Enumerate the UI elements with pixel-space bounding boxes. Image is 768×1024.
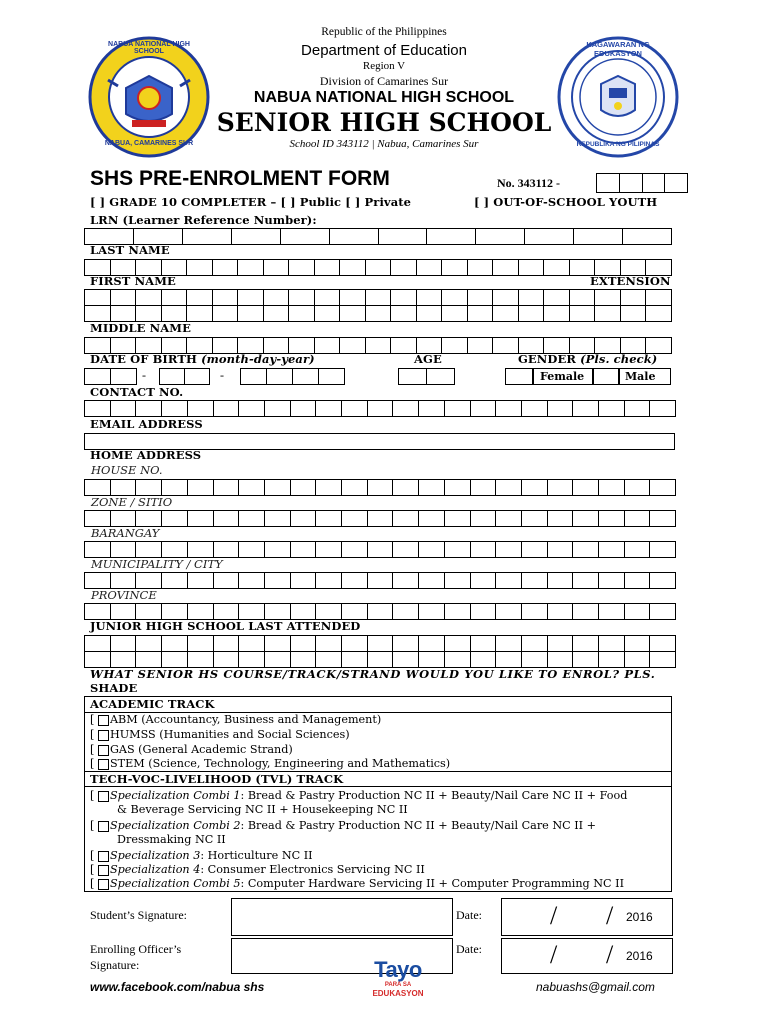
track-gas[interactable] bbox=[90, 743, 293, 756]
date-slash-4: / bbox=[606, 940, 614, 969]
track-tvl-1[interactable] bbox=[90, 789, 627, 802]
officer-signature-line1: Enrolling Officer’s bbox=[90, 942, 182, 956]
tvl-2-label: Specialization Combi 2 bbox=[109, 819, 241, 832]
senior-high-title: SENIOR HIGH SCHOOL bbox=[216, 108, 552, 137]
house-no-boxes[interactable] bbox=[84, 479, 676, 496]
checkbox-tvl-5[interactable] bbox=[98, 879, 109, 890]
dob-label-text: DATE OF BIRTH bbox=[90, 352, 197, 366]
student-date-label: Date: bbox=[456, 908, 482, 922]
first-name-boxes-1[interactable] bbox=[84, 289, 672, 306]
officer-signature-line2: Signature: bbox=[90, 958, 140, 972]
male-label: Male bbox=[625, 370, 656, 383]
barangay-boxes[interactable] bbox=[84, 541, 676, 558]
bracket: [ bbox=[90, 819, 95, 832]
checkbox-tvl-2[interactable] bbox=[98, 821, 109, 832]
female-label: Female bbox=[540, 370, 585, 383]
seal-bottom-text: NABUA, CAMARINES SUR bbox=[104, 140, 194, 147]
date-year: 2016 bbox=[626, 910, 653, 924]
bracket: [ bbox=[90, 757, 95, 770]
lrn-boxes[interactable] bbox=[84, 228, 672, 245]
bracket: [ bbox=[90, 849, 95, 862]
tvl-4-text: : Consumer Electronics Servicing NC II bbox=[200, 863, 425, 876]
tvl-3-text: : Horticulture NC II bbox=[200, 849, 313, 862]
track-abm[interactable] bbox=[90, 713, 381, 726]
barangay-label: BARANGAY bbox=[91, 526, 160, 540]
officer-signature-label bbox=[90, 941, 181, 973]
header-region: Region V bbox=[362, 60, 406, 72]
track-tvl-4[interactable] bbox=[90, 863, 425, 876]
dob-dash-1: - bbox=[142, 368, 146, 382]
age-label: AGE bbox=[414, 352, 442, 366]
tvl-5-label: Specialization Combi 5 bbox=[109, 877, 241, 890]
track-tvl-3[interactable] bbox=[90, 849, 313, 862]
zone-label: ZONE / SITIO bbox=[91, 495, 173, 509]
jhs-boxes-2[interactable] bbox=[84, 651, 676, 668]
facebook-link[interactable]: www.facebook.com/nabua shs bbox=[90, 980, 265, 994]
last-name-label: LAST NAME bbox=[90, 243, 170, 257]
grade10-option[interactable]: [ ] GRADE 10 COMPLETER – [ ] Public [ ] Private bbox=[90, 195, 412, 209]
bracket: [ bbox=[90, 863, 95, 876]
tvl-2-cont: Dressmaking NC II bbox=[117, 833, 226, 846]
tayo-logo-sub2: EDUKASYON bbox=[372, 989, 424, 998]
checkbox-humss[interactable] bbox=[98, 730, 109, 741]
tayo-logo-sub1: PARA SA bbox=[384, 982, 412, 988]
first-name-boxes-2[interactable] bbox=[84, 305, 672, 322]
province-label: PROVINCE bbox=[91, 588, 157, 602]
form-number-label: No. 343112 - bbox=[497, 176, 560, 190]
dob-dash-2: - bbox=[220, 368, 224, 382]
header-division: Division of Camarines Sur bbox=[319, 74, 449, 88]
age-boxes[interactable] bbox=[398, 368, 455, 385]
jhs-boxes-1[interactable] bbox=[84, 635, 676, 652]
province-boxes[interactable] bbox=[84, 603, 676, 620]
officer-date-label: Date: bbox=[456, 942, 482, 956]
checkbox-tvl-4[interactable] bbox=[98, 865, 109, 876]
dob-hint: (month-day-year) bbox=[201, 352, 315, 366]
extension-label: EXTENSION bbox=[590, 274, 671, 288]
gas-label: GAS (General Academic Strand) bbox=[109, 743, 293, 756]
tracks-divider-3 bbox=[84, 786, 672, 787]
header-republic: Republic of the Philippines bbox=[321, 26, 447, 38]
school-id: School ID 343112 | Nabua, Camarines Sur bbox=[289, 138, 479, 150]
contact-boxes[interactable] bbox=[84, 400, 676, 417]
male-checkbox[interactable] bbox=[593, 368, 619, 385]
footer-email[interactable]: nabuashs@gmail.com bbox=[536, 980, 655, 994]
tvl-2-text: : Bread & Pastry Production NC II + Beauty/Nail Care NC II + bbox=[240, 819, 597, 832]
student-signature-label: Student’s Signature: bbox=[90, 908, 187, 922]
abm-label: ABM (Accountancy, Business and Management) bbox=[109, 713, 382, 726]
officer-date-field[interactable] bbox=[501, 938, 673, 974]
home-address-label: HOME ADDRESS bbox=[90, 448, 202, 462]
dob-month-boxes[interactable] bbox=[84, 368, 137, 385]
header-deped: Department of Education bbox=[301, 42, 467, 59]
track-tvl-2[interactable] bbox=[90, 819, 596, 832]
bracket: [ bbox=[90, 789, 95, 802]
house-no-label: HOUSE NO. bbox=[91, 463, 163, 477]
dob-year-boxes[interactable] bbox=[240, 368, 345, 385]
tvl-track-title: TECH-VOC-LIVELIHOOD (TVL) TRACK bbox=[90, 772, 344, 786]
tvl-1-cont: & Beverage Servicing NC II + Housekeeping NC II bbox=[117, 803, 408, 816]
tvl-4-label: Specialization 4 bbox=[109, 863, 201, 876]
female-option[interactable] bbox=[533, 368, 593, 385]
zone-boxes[interactable] bbox=[84, 510, 676, 527]
checkbox-stem[interactable] bbox=[98, 759, 109, 770]
stem-label: STEM (Science, Technology, Engineering and Mathematics) bbox=[109, 757, 451, 770]
tvl-1-label: Specialization Combi 1 bbox=[109, 789, 241, 802]
deped-seal-top: KAGAWARAN NG EDUKASYON bbox=[586, 40, 650, 58]
municipality-boxes[interactable] bbox=[84, 572, 676, 589]
seal-top-text: NABUA NATIONAL HIGH SCHOOL bbox=[108, 41, 190, 55]
checkbox-tvl-3[interactable] bbox=[98, 851, 109, 862]
bracket: [ bbox=[90, 743, 95, 756]
checkbox-tvl-1[interactable] bbox=[98, 791, 109, 802]
male-option[interactable] bbox=[619, 368, 671, 385]
bracket: [ bbox=[90, 877, 95, 890]
deped-seal-bottom: REPUBLIKA NG PILIPINAS bbox=[576, 141, 660, 148]
date-slash-3: / bbox=[550, 940, 558, 969]
checkbox-gas[interactable] bbox=[98, 745, 109, 756]
humss-label: HUMSS (Humanities and Social Sciences) bbox=[109, 728, 350, 741]
oosy-option[interactable]: [ ] OUT-OF-SCHOOL YOUTH bbox=[474, 195, 658, 209]
student-signature-field[interactable] bbox=[231, 898, 453, 936]
academic-track-title: ACADEMIC TRACK bbox=[90, 697, 215, 711]
tayo-logo-main: Tayo bbox=[374, 957, 422, 982]
gender-label bbox=[518, 352, 657, 366]
tvl-1-text: : Bread & Pastry Production NC II + Beauty/Nail Care NC II + Food bbox=[240, 789, 628, 802]
gender-hint: (Pls. check) bbox=[580, 352, 658, 366]
gender-label-text: GENDER bbox=[518, 352, 576, 366]
tvl-5-text: : Computer Hardware Servicing II + Computer Programming NC II bbox=[240, 877, 625, 890]
dob-label bbox=[90, 352, 315, 366]
email-label: EMAIL ADDRESS bbox=[90, 417, 203, 431]
checkbox-abm[interactable] bbox=[98, 715, 109, 726]
bracket: [ bbox=[90, 728, 95, 741]
dob-day-boxes[interactable] bbox=[159, 368, 210, 385]
track-question: WHAT SENIOR HS COURSE/TRACK/STRAND WOULD YOU LIKE TO ENROL? PLS. bbox=[90, 667, 656, 681]
school-name: NABUA NATIONAL HIGH SCHOOL bbox=[253, 89, 515, 106]
form-number-boxes[interactable] bbox=[596, 173, 688, 193]
municipality-label: MUNICIPALITY / CITY bbox=[91, 557, 223, 571]
track-question-cont: SHADE bbox=[90, 681, 138, 695]
date-slash-2: / bbox=[606, 901, 614, 930]
bracket: [ bbox=[90, 713, 95, 726]
lrn-label: LRN (Learner Reference Number): bbox=[90, 213, 317, 227]
tayo-logo bbox=[363, 958, 433, 1006]
track-tvl-5[interactable] bbox=[90, 877, 624, 890]
date-slash-1: / bbox=[550, 901, 558, 930]
track-humss[interactable] bbox=[90, 728, 350, 741]
tvl-3-label: Specialization 3 bbox=[109, 849, 201, 862]
first-name-label: FIRST NAME bbox=[90, 274, 176, 288]
form-title: SHS PRE-ENROLMENT FORM bbox=[90, 167, 390, 190]
middle-name-label: MIDDLE NAME bbox=[90, 321, 191, 335]
jhs-label: JUNIOR HIGH SCHOOL LAST ATTENDED bbox=[90, 619, 361, 633]
student-date-field[interactable] bbox=[501, 898, 673, 936]
date-year-2: 2016 bbox=[626, 949, 653, 963]
track-stem[interactable] bbox=[90, 757, 450, 770]
contact-label: CONTACT NO. bbox=[90, 385, 184, 399]
female-checkbox[interactable] bbox=[505, 368, 533, 385]
